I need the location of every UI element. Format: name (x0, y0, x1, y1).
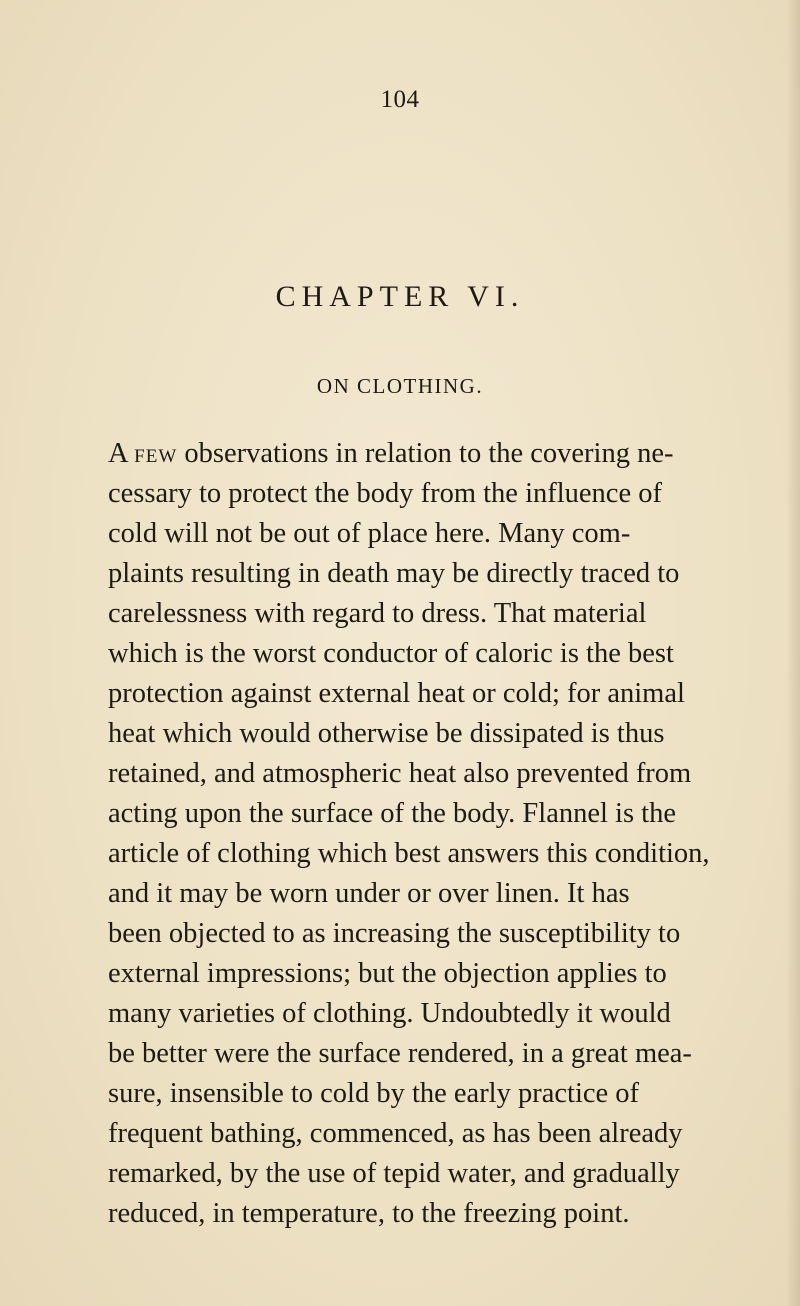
opening-rest: observations in relation to the covering ne- (184, 438, 674, 469)
chapter-subtitle: ON CLOTHING. (316, 374, 484, 398)
chapter-title: CHAPTER VI. (275, 280, 525, 313)
opening-smallcaps: FEW (134, 446, 178, 467)
page-edge-shadow (786, 0, 800, 1306)
opening-initial: A (108, 438, 128, 469)
page-number: 104 (380, 86, 420, 113)
book-page: 104 CHAPTER VI. ON CLOTHING. A FEW observations in relation to the covering ne- cessary to protect the body from the influence of cold will not be out of place here. Many com- plaints resulting in death may be directly traced to carelessness with regard to dress. That material which is the worst conductor of caloric is the best protection against external heat or cold; for animal heat which would otherwise be dissipated is thus retained, and atmospheric heat also prevented from acting upon the surface of the body. Flannel is the article of clothing which best answers this condition, and it may be worn under or over linen. It has been objected to as increasing the susceptibility to external impressions; but the objection applies to many varieties of clothing. Undoubtedly it would be better were the surface rendered, in a great mea- sure, insensible to cold by the early practice of frequent bathing, commenced, as has been already remarked, by the use of tepid water, and gradually reduced, in temperature, to the freezing point. (0, 0, 800, 1306)
